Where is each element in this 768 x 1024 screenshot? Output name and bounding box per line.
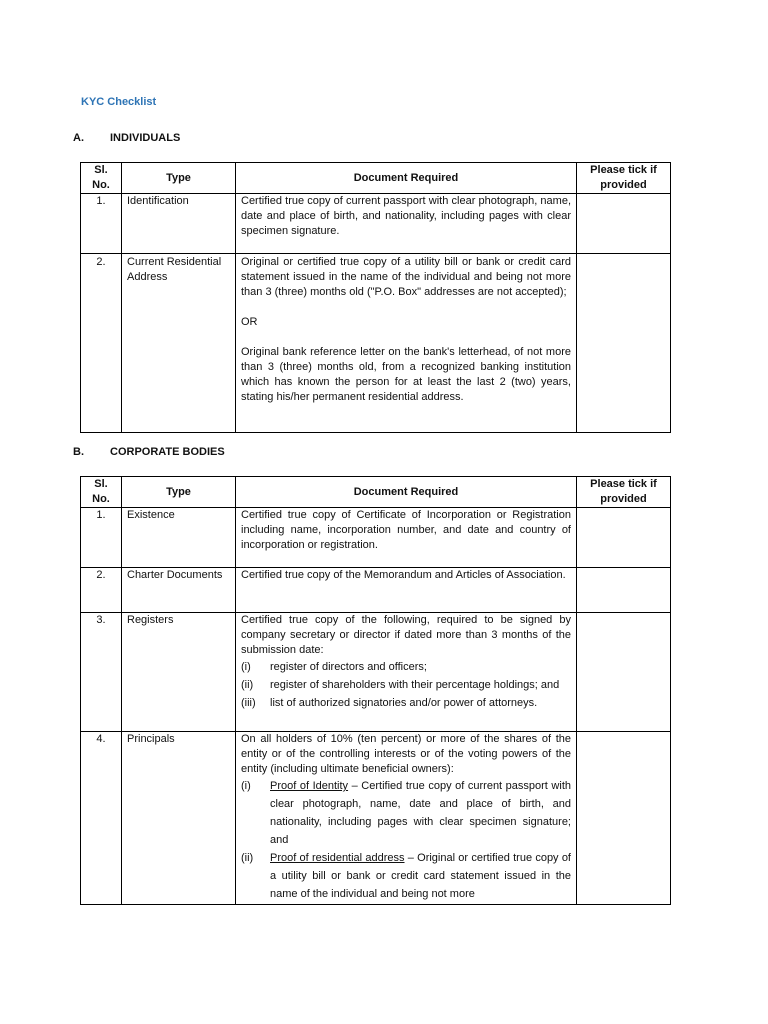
list-item-label: (iii) <box>241 697 256 709</box>
tick-cell[interactable] <box>577 613 671 732</box>
section-a-number: A. <box>73 132 84 144</box>
doc-paragraph: Original bank reference letter on the bank's letterhead, of not more than 3 (three) months old, from a recognized banking institution which has known the person for at least the last 2 (two) years, stating his/her permanent residential address. <box>241 346 571 403</box>
table-row <box>81 732 671 905</box>
list-item-label: (ii) <box>241 852 254 864</box>
list-item-heading: Proof of Identity <box>270 780 349 792</box>
row-document <box>236 613 577 732</box>
header-document-required: Document Required <box>236 477 577 508</box>
row-document: Certified true copy of the Memorandum and Articles of Association. <box>236 568 577 613</box>
tick-cell[interactable] <box>577 194 671 254</box>
doc-paragraph: Original or certified true copy of a utility bill or bank or credit card statement issued in the name of the individual and being not more than 3 (three) months old ("P.O. Box" addresses are not accepted); <box>241 256 571 298</box>
list-item <box>241 849 571 903</box>
table-row <box>81 254 671 433</box>
row-document: Certified true copy of current passport with clear photograph, name, date and place of birth, and nationality, including pages with clear specimen signature. <box>236 194 577 254</box>
list-item <box>241 676 571 694</box>
list-item-text: – Original or certified true copy of a utility bill or bank or credit card statement issued in the name of the individual and being not more <box>270 852 571 900</box>
row-document <box>236 254 577 433</box>
table-row <box>81 613 671 732</box>
table-row <box>81 568 671 613</box>
list-item-text: list of authorized signatories and/or power of attorneys. <box>270 697 538 709</box>
doc-intro: Certified true copy of the following, required to be signed by company secretary or director if dated more than 3 months of the submission date: <box>241 614 571 656</box>
individuals-table <box>80 162 671 433</box>
list-item <box>241 658 571 676</box>
section-b-number: B. <box>73 446 84 458</box>
tick-cell[interactable] <box>577 254 671 433</box>
tick-cell[interactable] <box>577 568 671 613</box>
row-number: 2. <box>81 568 122 613</box>
list-item <box>241 694 571 712</box>
table-row <box>81 508 671 568</box>
section-a-heading <box>73 132 180 144</box>
row-number: 1. <box>81 194 122 254</box>
row-number: 4. <box>81 732 122 905</box>
list-item-label: (ii) <box>241 679 254 691</box>
corporate-table <box>80 476 671 905</box>
list-item-heading: Proof of residential address <box>270 852 405 864</box>
row-type: Registers <box>122 613 236 732</box>
doc-or: OR <box>241 316 258 328</box>
header-tick: Please tick if provided <box>577 477 671 508</box>
header-sl-no: Sl. No. <box>81 163 122 194</box>
row-type: Existence <box>122 508 236 568</box>
header-type: Type <box>122 477 236 508</box>
table-header-row <box>81 477 671 508</box>
row-number: 3. <box>81 613 122 732</box>
list-item-body <box>270 777 571 849</box>
row-type: Charter Documents <box>122 568 236 613</box>
list-item-label: (i) <box>241 661 251 673</box>
header-sl-no: Sl. No. <box>81 477 122 508</box>
row-type: Identification <box>122 194 236 254</box>
header-type: Type <box>122 163 236 194</box>
header-tick: Please tick if provided <box>577 163 671 194</box>
list-item <box>241 777 571 849</box>
row-document: Certified true copy of Certificate of Incorporation or Registration including name, incorporation number, and date and country of incorporation or registration. <box>236 508 577 568</box>
table-header-row <box>81 163 671 194</box>
row-number: 2. <box>81 254 122 433</box>
section-b-title: CORPORATE BODIES <box>110 446 225 458</box>
row-document <box>236 732 577 905</box>
list-item-text: register of shareholders with their percentage holdings; and <box>270 679 560 691</box>
tick-cell[interactable] <box>577 732 671 905</box>
row-type: Current Residential Address <box>122 254 236 433</box>
doc-intro: On all holders of 10% (ten percent) or more of the shares of the entity or of the controlling interests or of the voting powers of the entity (including ultimate beneficial owners): <box>241 733 571 775</box>
list-item-body <box>270 849 571 903</box>
tick-cell[interactable] <box>577 508 671 568</box>
section-b-heading <box>73 446 225 458</box>
table-row <box>81 194 671 254</box>
row-number: 1. <box>81 508 122 568</box>
document-title: KYC Checklist <box>81 96 157 108</box>
list-item-text: register of directors and officers; <box>270 661 427 673</box>
section-a-title: INDIVIDUALS <box>110 132 181 144</box>
header-document-required: Document Required <box>236 163 577 194</box>
list-item-label: (i) <box>241 780 251 792</box>
list-item-text: – Certified true copy of current passport with clear photograph, name, date and place of birth, and nationality, including pages with clear specimen signature; and <box>270 780 571 846</box>
row-type: Principals <box>122 732 236 905</box>
